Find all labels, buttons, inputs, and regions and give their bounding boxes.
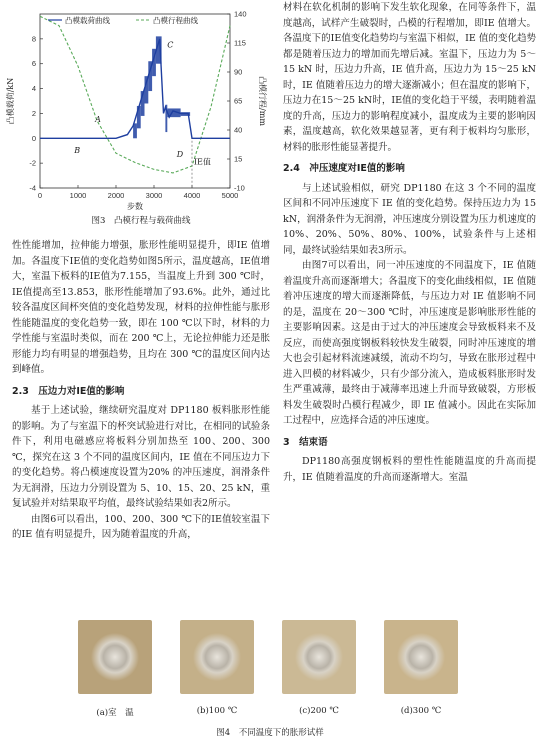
left-paragraph-1: 性性能增加，拉伸能力增强，胀形性能明显提升，即IE 值增加。各温度下IE值的变化趋势如图5所示，温度越高，IE值增大，室温下板料的IE值为7.155，当温度上升到 300 ℃时，IE值提高至13.853，胀形性能增加了93.6%。此外，通过比较各温度区间杯突值的变化趋势发现，材料的拉伸性能与胀形性能随温度的变化趋势一致，即在 100 ℃以下时，材料的力学性能与室温时类似，而在 200 ℃上，无论拉伸能力还是胀形能力均有明显的增强趋势，且均在 300 ℃的温度区间内达到峰值。 [12, 240, 270, 375]
y-left-tick-label: 0 [31, 133, 36, 143]
load-band-mark [133, 123, 137, 138]
legend-label-stroke: 凸模行程曲线 [153, 16, 198, 25]
figure-4-caption: 图4 不同温度下的胀形试样 [216, 728, 324, 738]
section-2-3-title: 2.3 压边力对IE值的影响 [12, 385, 125, 397]
right-column [283, 0, 536, 485]
y-left-tick-label: 2 [31, 108, 36, 118]
figure-4 [70, 612, 470, 742]
figure-3-chart [2, 0, 270, 222]
chart-annotation: D [176, 149, 184, 159]
load-band-mark [148, 61, 152, 91]
y-right-tick-label: 140 [234, 9, 247, 19]
x-tick-label: 0 [37, 191, 43, 200]
y-right-tick-label: 40 [234, 125, 243, 135]
y-right-tick-label: 90 [234, 67, 243, 77]
chart-annotation: A [95, 115, 101, 125]
y-left-axis-label: 凸模载荷/kN [6, 77, 15, 125]
specimen-photo-room-temp [78, 620, 152, 694]
load-band-mark [167, 108, 180, 117]
left-paragraph-3: 由图6可以看出，100、200、300 ℃下的IE值较室温下的IE 值有明显提升，因为随着温度的升高， [12, 513, 270, 540]
y-right-tick-label: -10 [234, 183, 245, 193]
specimen-label-200c: (c)200 ℃ [299, 706, 339, 716]
section-3-title: 3 结束语 [283, 436, 328, 448]
x-tick-label: 5000 [221, 191, 239, 200]
left-paragraph-2: 基于上述试验，继续研究温度对 DP1180 板料胀形性能的影响。为了与室温下的杯突试验进行对比，在相同的试验条件下，利用电磁感应将板料分别加热至 100、200、300 ℃，探究在这 3 个不同的温度区间内，IE 值在不同压边力下的变化趋势。将凸模速度设置为20% 的冲压速度，润滑条件为无润滑，压边力分别设置为 5、10、15、20、25 kN，重复试验并对结果取平均值，最终试验结果如表2所示。 [12, 405, 270, 509]
y-left-tick-label: 4 [31, 84, 36, 94]
chart-annotation: B [74, 146, 81, 156]
load-band-mark [181, 112, 191, 116]
y-right-axis-label: 凸模行程/mm [258, 76, 267, 126]
chart-svg [2, 0, 270, 212]
x-tick-label: 4000 [183, 191, 201, 200]
load-band-mark [156, 36, 162, 63]
load-band-mark [165, 105, 167, 132]
specimen-photo-100c [180, 620, 254, 694]
y-right-tick-label: 65 [234, 96, 243, 106]
load-band-mark [141, 91, 145, 116]
specimen-photo-300c [384, 620, 458, 694]
right-paragraph-4: DP1180高强度钢板料的塑性性能随温度的升高而提升，IE 值随着温度的升高而逐渐增大。室温 [283, 456, 536, 483]
x-tick-label: 1000 [69, 191, 87, 200]
y-right-tick-label: 115 [234, 38, 246, 48]
series-line-stroke [40, 16, 230, 173]
load-band-mark [145, 76, 149, 103]
right-paragraph-2: 与上述试验相似，研究 DP1180 在这 3 个不同的温度区间和不同冲压速度下 IE 值的变化趋势。保持压边力为 15 kN，润滑条件为无润滑，冲压速度分别设置为压力机速度的 10%、20%、50%、80%、100%，试验条件与上述相同，最终试验结果如表3所示。 [283, 182, 536, 256]
load-band-mark [137, 106, 141, 128]
legend-label-load: 凸模载荷曲线 [65, 16, 110, 25]
specimen-label-room-temp: (a)室 温 [96, 708, 134, 718]
right-paragraph-3: 由图7可以看出，同一冲压速度的不同温度下，IE 值随着温度升高而逐渐增大；各温度下的变化曲线相似，IE 值随着冲压速度的增大而逐渐降低，与压边力对 IE 值影响不同的是，温度在 20～300 ℃时，冲压速度是影响胀形性能的主要影响因素。这是由于过大的冲压速度会导致板料来不及反应，而使高强度钢板料较快发生破裂，同时冲压速度的增大也会引起材料流速减缓，流动不均匀，导致在胀形过程中进入凹模的材料减少，只有少部分流入，造成板料胀形时发生严重减薄，最终由于减薄率迅速上升而导致破裂，方形板料发生破裂时凸模行程减少，即 IE 值减小。因此在实际加工过程中，应选择合适的冲压速度。 [283, 260, 536, 426]
specimen-label-100c: (b)100 ℃ [196, 706, 238, 716]
specimen-photo-200c [282, 620, 356, 694]
y-left-tick-label: -4 [29, 183, 36, 193]
x-tick-label: 2000 [107, 191, 125, 200]
left-column [12, 238, 270, 543]
y-left-tick-label: 8 [31, 34, 36, 44]
chart-annotation: IE值 [193, 157, 211, 167]
section-2-4-title: 2.4 冲压速度对IE值的影响 [283, 163, 405, 174]
y-left-tick-label: 6 [31, 59, 36, 69]
x-axis-label: 步数 [127, 202, 143, 211]
y-left-tick-label: -2 [29, 158, 36, 168]
load-band-mark [152, 49, 156, 76]
chart-annotation: C [167, 40, 174, 50]
x-tick-label: 3000 [145, 191, 163, 200]
right-paragraph-1: 材料在软化机制的影响下发生软化现象，在同等条件下，温度越高，试样产生破裂时，凸模的行程增加，即IE 值增大。各温度下的IE值变化趋势均与室温下相似，IE 值的变化趋势都是随着压边力的增加而先增后减。室温下，压边力为 5～15 kN 时，压边力升高，IE 值升高，压边力为 15～25 kN 时，IE 值随着压边力的增大逐渐减小；但在温度的影响下，压边力在15～25 kN时，IE值的变化趋于平缓，表明随着温度的升高，压边力的影响程度减小，温度成为主要的影响因素，温度越高，软化效果越显著，更有利于板料均匀胀形，材料的胀形性能显著提升。 [283, 2, 536, 153]
specimen-label-300c: (d)300 ℃ [400, 706, 442, 716]
y-right-tick-label: 15 [234, 154, 243, 164]
figure-3-caption: 图3 凸模行程与载荷曲线 [91, 216, 191, 226]
